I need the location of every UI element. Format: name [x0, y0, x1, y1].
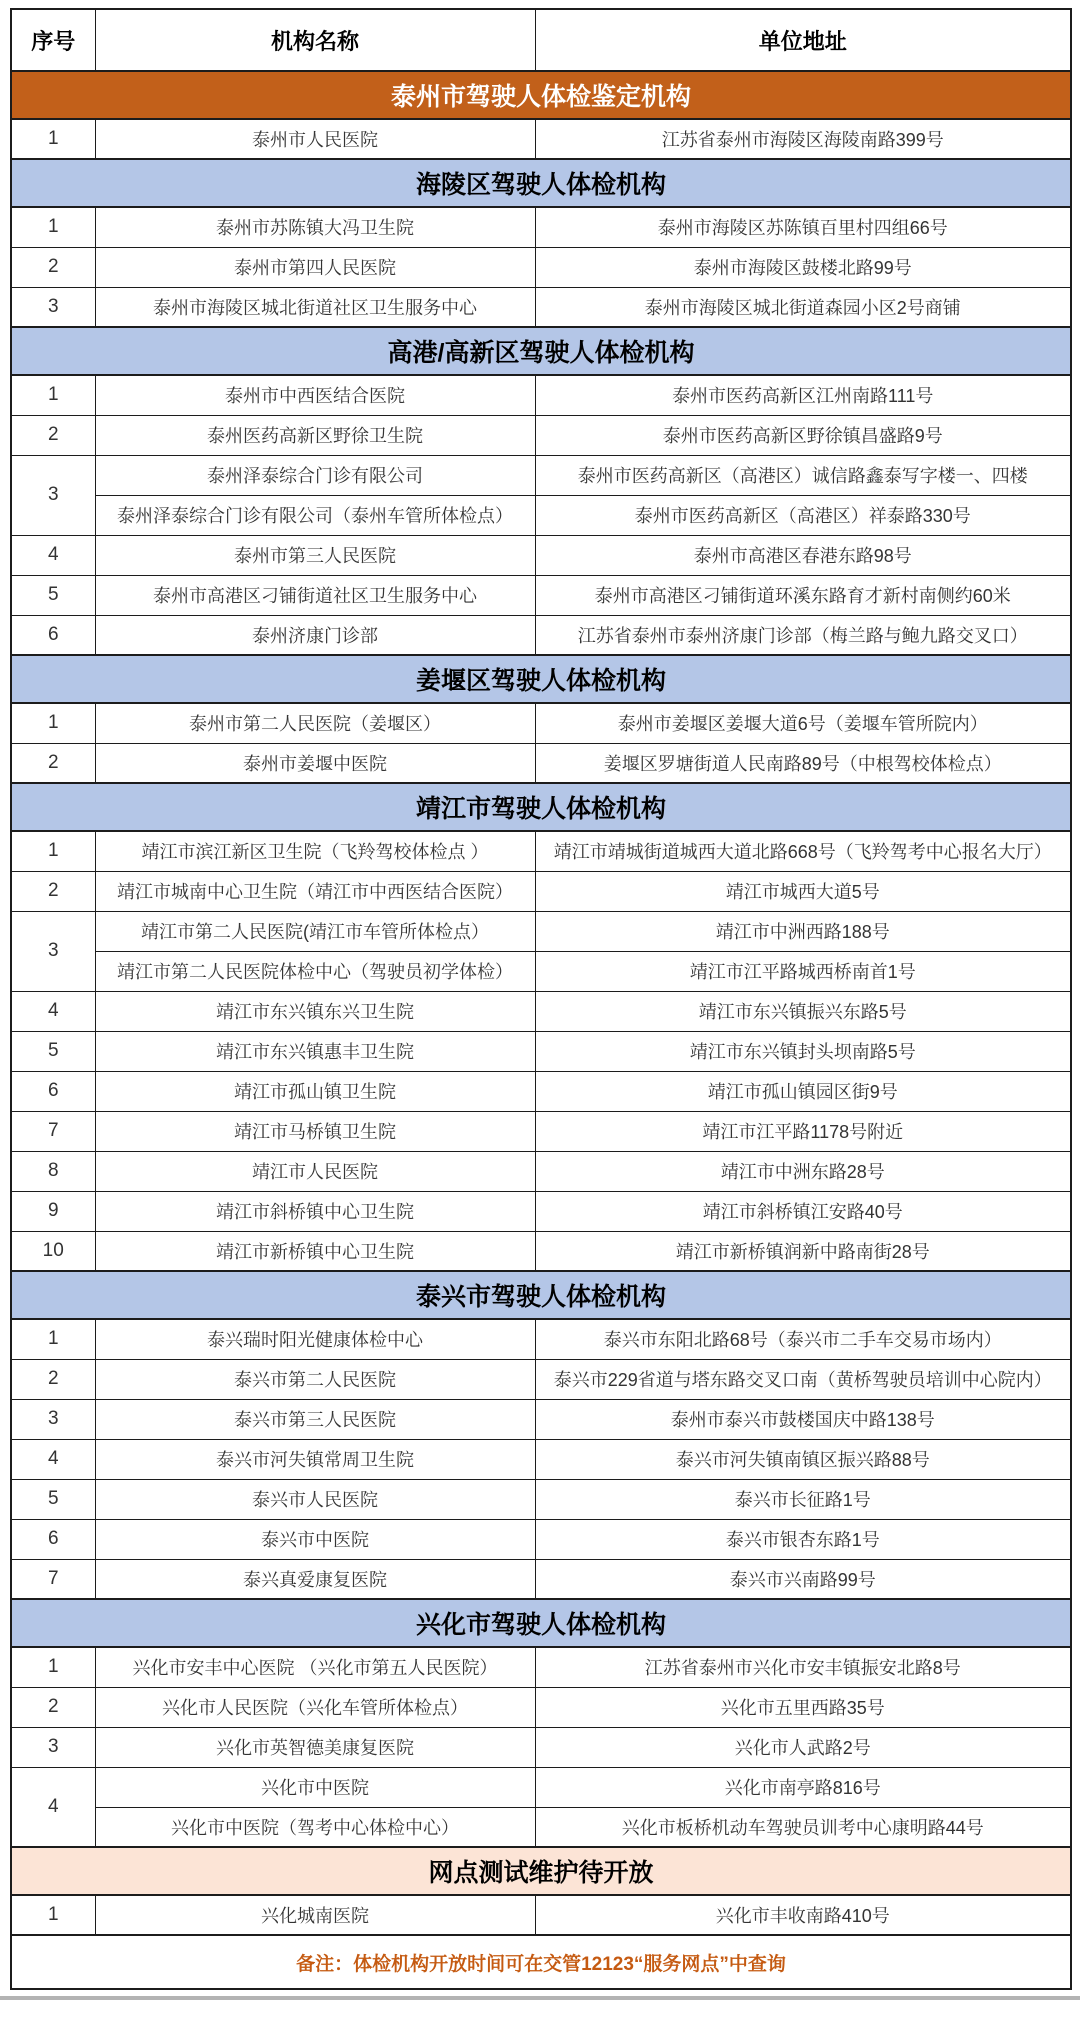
institution-address: 江苏省泰州市海陵区海陵南路399号 — [535, 119, 1071, 159]
institution-address: 兴化市板桥机动车驾驶员训考中心康明路44号 — [535, 1807, 1071, 1847]
institution-address: 靖江市东兴镇振兴东路5号 — [535, 991, 1071, 1031]
table-row — [11, 207, 1071, 247]
institution-name: 泰州市第三人民医院 — [95, 535, 535, 575]
row-number: 9 — [11, 1191, 95, 1231]
table-row — [11, 119, 1071, 159]
institution-address: 泰州市医药高新区江州南路111号 — [535, 375, 1071, 415]
institution-name: 靖江市第二人民医院体检中心（驾驶员初学体检） — [95, 951, 535, 991]
table-row — [11, 951, 1071, 991]
institution-address: 姜堰区罗塘街道人民南路89号（中根驾校体检点） — [535, 743, 1071, 783]
section-title: 靖江市驾驶人体检机构 — [11, 783, 1071, 831]
table-row — [11, 831, 1071, 871]
institution-name: 靖江市东兴镇惠丰卫生院 — [95, 1031, 535, 1071]
institution-name: 泰州市中西医结合医院 — [95, 375, 535, 415]
column-header-address: 单位地址 — [535, 9, 1071, 71]
institution-address: 靖江市靖城街道城西大道北路668号（飞羚驾考中心报名大厅） — [535, 831, 1071, 871]
section-title: 高港/高新区驾驶人体检机构 — [11, 327, 1071, 375]
table-row — [11, 871, 1071, 911]
institution-address: 泰州市海陵区城北街道森园小区2号商铺 — [535, 287, 1071, 327]
table-row — [11, 575, 1071, 615]
section-title-row — [11, 1271, 1071, 1319]
institution-name: 泰兴市人民医院 — [95, 1479, 535, 1519]
row-number: 3 — [11, 1727, 95, 1767]
row-number: 3 — [11, 911, 95, 991]
institution-name: 泰兴瑞时阳光健康体检中心 — [95, 1319, 535, 1359]
section-title: 泰州市驾驶人体检鉴定机构 — [11, 71, 1071, 119]
institution-name: 泰州市姜堰中医院 — [95, 743, 535, 783]
institution-name: 泰州市人民医院 — [95, 119, 535, 159]
institution-name: 兴化市人民医院（兴化车管所体检点） — [95, 1687, 535, 1727]
institution-name: 靖江市滨江新区卫生院（飞羚驾校体检点 ） — [95, 831, 535, 871]
row-number: 4 — [11, 535, 95, 575]
row-number: 2 — [11, 871, 95, 911]
table-row — [11, 1071, 1071, 1111]
table-row — [11, 1151, 1071, 1191]
institution-address: 江苏省泰州市泰州济康门诊部（梅兰路与鲍九路交叉口） — [535, 615, 1071, 655]
institution-address: 泰兴市河失镇南镇区振兴路88号 — [535, 1439, 1071, 1479]
header-row — [11, 9, 1071, 71]
row-number: 2 — [11, 743, 95, 783]
section-title-row — [11, 159, 1071, 207]
institution-name: 泰兴市第二人民医院 — [95, 1359, 535, 1399]
row-number: 1 — [11, 1895, 95, 1935]
table-row — [11, 703, 1071, 743]
table-row — [11, 1727, 1071, 1767]
table-row — [11, 535, 1071, 575]
institution-name: 兴化市安丰中心医院 （兴化市第五人民医院） — [95, 1647, 535, 1687]
row-number: 1 — [11, 1319, 95, 1359]
institution-address: 泰州市高港区春港东路98号 — [535, 535, 1071, 575]
institutions-table — [10, 8, 1072, 1990]
row-number: 5 — [11, 1031, 95, 1071]
row-number: 2 — [11, 415, 95, 455]
row-number: 5 — [11, 1479, 95, 1519]
institution-name: 靖江市斜桥镇中心卫生院 — [95, 1191, 535, 1231]
row-number: 5 — [11, 575, 95, 615]
table-row — [11, 247, 1071, 287]
institution-name: 靖江市孤山镇卫生院 — [95, 1071, 535, 1111]
row-number: 8 — [11, 1151, 95, 1191]
row-number: 1 — [11, 831, 95, 871]
section-title: 姜堰区驾驶人体检机构 — [11, 655, 1071, 703]
institution-address: 泰州市医药高新区（高港区）诚信路鑫泰写字楼一、四楼 — [535, 455, 1071, 495]
section-title: 海陵区驾驶人体检机构 — [11, 159, 1071, 207]
section-title-row — [11, 655, 1071, 703]
table-row — [11, 1031, 1071, 1071]
institution-address: 靖江市城西大道5号 — [535, 871, 1071, 911]
institution-name: 泰州医药高新区野徐卫生院 — [95, 415, 535, 455]
table-row — [11, 1359, 1071, 1399]
institution-name: 泰兴市河失镇常周卫生院 — [95, 1439, 535, 1479]
table-row — [11, 1807, 1071, 1847]
row-number: 2 — [11, 247, 95, 287]
table-row — [11, 1439, 1071, 1479]
section-title-row — [11, 783, 1071, 831]
row-number: 2 — [11, 1359, 95, 1399]
institution-name: 泰州市第二人民医院（姜堰区） — [95, 703, 535, 743]
section-title-row — [11, 327, 1071, 375]
institution-name: 靖江市马桥镇卫生院 — [95, 1111, 535, 1151]
section-title-row — [11, 1599, 1071, 1647]
table-header — [11, 9, 1071, 71]
table-row — [11, 455, 1071, 495]
institution-address: 靖江市孤山镇园区街9号 — [535, 1071, 1071, 1111]
column-header-name: 机构名称 — [95, 9, 535, 71]
institution-name: 泰兴市第三人民医院 — [95, 1399, 535, 1439]
row-number: 3 — [11, 287, 95, 327]
institution-name: 兴化市中医院（驾考中心体检中心） — [95, 1807, 535, 1847]
table-row — [11, 1399, 1071, 1439]
institution-address: 兴化市五里西路35号 — [535, 1687, 1071, 1727]
table-row — [11, 743, 1071, 783]
table-footer — [11, 1935, 1071, 1989]
row-number: 2 — [11, 1687, 95, 1727]
institution-address: 泰州市海陵区苏陈镇百里村四组66号 — [535, 207, 1071, 247]
institution-name: 泰兴真爱康复医院 — [95, 1559, 535, 1599]
institution-name: 兴化市英智德美康复医院 — [95, 1727, 535, 1767]
institution-address: 泰州市医药高新区（高港区）祥泰路330号 — [535, 495, 1071, 535]
row-number: 1 — [11, 1647, 95, 1687]
section-title: 泰兴市驾驶人体检机构 — [11, 1271, 1071, 1319]
institution-name: 泰州市苏陈镇大冯卫生院 — [95, 207, 535, 247]
institution-address: 泰州市医药高新区野徐镇昌盛路9号 — [535, 415, 1071, 455]
column-header-no: 序号 — [11, 9, 95, 71]
institution-address: 兴化市南亭路816号 — [535, 1767, 1071, 1807]
institution-address: 靖江市斜桥镇江安路40号 — [535, 1191, 1071, 1231]
institution-name: 兴化城南医院 — [95, 1895, 535, 1935]
table-row — [11, 375, 1071, 415]
table-row — [11, 1647, 1071, 1687]
row-number: 6 — [11, 1519, 95, 1559]
institution-address: 靖江市江平路城西桥南首1号 — [535, 951, 1071, 991]
table-row — [11, 1559, 1071, 1599]
row-number: 7 — [11, 1559, 95, 1599]
section-title-row — [11, 1847, 1071, 1895]
institution-address: 泰州市泰兴市鼓楼国庆中路138号 — [535, 1399, 1071, 1439]
institution-address: 泰兴市银杏东路1号 — [535, 1519, 1071, 1559]
institution-address: 靖江市新桥镇润新中路南街28号 — [535, 1231, 1071, 1271]
row-number: 7 — [11, 1111, 95, 1151]
institution-name: 泰州市第四人民医院 — [95, 247, 535, 287]
footer-row — [11, 1935, 1071, 1989]
institution-name: 泰兴市中医院 — [95, 1519, 535, 1559]
institution-name: 泰州济康门诊部 — [95, 615, 535, 655]
table-row — [11, 287, 1071, 327]
row-number: 1 — [11, 375, 95, 415]
section-title: 网点测试维护待开放 — [11, 1847, 1071, 1895]
table-row — [11, 1519, 1071, 1559]
institution-name: 靖江市人民医院 — [95, 1151, 535, 1191]
row-number: 4 — [11, 1439, 95, 1479]
institution-address: 靖江市中洲西路188号 — [535, 911, 1071, 951]
row-number: 1 — [11, 703, 95, 743]
institution-address: 泰兴市兴南路99号 — [535, 1559, 1071, 1599]
institution-name: 靖江市新桥镇中心卫生院 — [95, 1231, 535, 1271]
row-number: 4 — [11, 991, 95, 1031]
institution-name: 泰州市海陵区城北街道社区卫生服务中心 — [95, 287, 535, 327]
institution-name: 泰州泽泰综合门诊有限公司 — [95, 455, 535, 495]
row-number: 3 — [11, 1399, 95, 1439]
institution-address: 泰兴市229省道与塔东路交叉口南（黄桥驾驶员培训中心院内） — [535, 1359, 1071, 1399]
row-number: 4 — [11, 1767, 95, 1847]
footer-note: 备注：体检机构开放时间可在交管12123“服务网点”中查询 — [11, 1935, 1071, 1989]
table-row — [11, 1231, 1071, 1271]
image-bottom-edge — [0, 1996, 1080, 2000]
table-row — [11, 1319, 1071, 1359]
institution-name: 兴化市中医院 — [95, 1767, 535, 1807]
row-number: 10 — [11, 1231, 95, 1271]
table-row — [11, 1191, 1071, 1231]
table-row — [11, 1895, 1071, 1935]
institution-address: 泰州市海陵区鼓楼北路99号 — [535, 247, 1071, 287]
section-title-row — [11, 71, 1071, 119]
institution-address: 泰州市姜堰区姜堰大道6号（姜堰车管所院内） — [535, 703, 1071, 743]
institution-address: 兴化市人武路2号 — [535, 1727, 1071, 1767]
institution-name: 靖江市第二人民医院(靖江市车管所体检点） — [95, 911, 535, 951]
table-row — [11, 911, 1071, 951]
institution-name: 靖江市城南中心卫生院（靖江市中西医结合医院） — [95, 871, 535, 911]
row-number: 6 — [11, 615, 95, 655]
row-number: 6 — [11, 1071, 95, 1111]
row-number: 1 — [11, 207, 95, 247]
table-row — [11, 1767, 1071, 1807]
table-row — [11, 415, 1071, 455]
institution-address: 泰兴市长征路1号 — [535, 1479, 1071, 1519]
institution-address: 泰州市高港区刁铺街道环溪东路育才新村南侧约60米 — [535, 575, 1071, 615]
table-row — [11, 1111, 1071, 1151]
section-title: 兴化市驾驶人体检机构 — [11, 1599, 1071, 1647]
institution-address: 靖江市东兴镇封头坝南路5号 — [535, 1031, 1071, 1071]
table-row — [11, 991, 1071, 1031]
table-row — [11, 495, 1071, 535]
institution-name: 靖江市东兴镇东兴卫生院 — [95, 991, 535, 1031]
institution-address: 兴化市丰收南路410号 — [535, 1895, 1071, 1935]
table-row — [11, 1479, 1071, 1519]
institution-address: 江苏省泰州市兴化市安丰镇振安北路8号 — [535, 1647, 1071, 1687]
table-body — [11, 71, 1071, 1935]
table-row — [11, 1687, 1071, 1727]
institution-name: 泰州泽泰综合门诊有限公司（泰州车管所体检点） — [95, 495, 535, 535]
row-number: 3 — [11, 455, 95, 535]
institution-address: 泰兴市东阳北路68号（泰兴市二手车交易市场内） — [535, 1319, 1071, 1359]
institution-address: 靖江市江平路1178号附近 — [535, 1111, 1071, 1151]
row-number: 1 — [11, 119, 95, 159]
institution-address: 靖江市中洲东路28号 — [535, 1151, 1071, 1191]
table-row — [11, 615, 1071, 655]
institution-name: 泰州市高港区刁铺街道社区卫生服务中心 — [95, 575, 535, 615]
